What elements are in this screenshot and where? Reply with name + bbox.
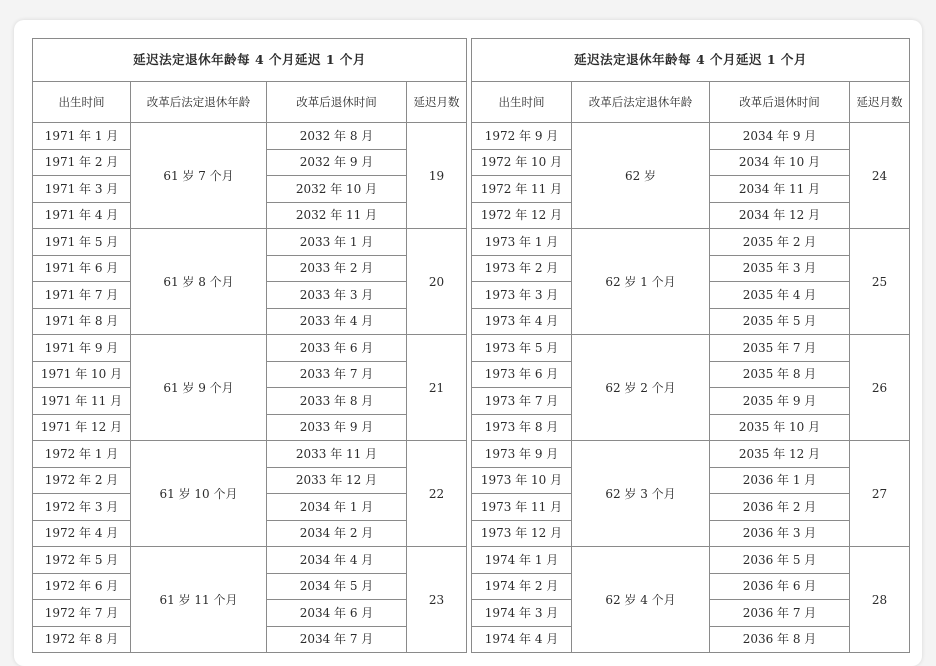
image-card <box>14 20 922 666</box>
birth-date-cell: 1972 年 12 月 <box>472 202 572 229</box>
retirement-date-cell: 2034 年 2 月 <box>267 520 407 547</box>
retirement-date-cell: 2036 年 1 月 <box>710 467 850 494</box>
retirement-age-cell: 61 岁 7 个月 <box>131 123 267 229</box>
birth-date-cell: 1972 年 7 月 <box>33 600 131 627</box>
birth-date-cell: 1971 年 6 月 <box>33 255 131 282</box>
retirement-date-cell: 2033 年 2 月 <box>267 255 407 282</box>
delay-months-cell: 26 <box>850 335 910 441</box>
retirement-age-cell: 62 岁 <box>572 123 710 229</box>
birth-date-cell: 1972 年 1 月 <box>33 441 131 468</box>
retirement-date-cell: 2036 年 2 月 <box>710 494 850 521</box>
birth-date-cell: 1973 年 8 月 <box>472 414 572 441</box>
retirement-date-cell: 2036 年 6 月 <box>710 573 850 600</box>
table-row <box>33 229 467 256</box>
retirement-date-cell: 2034 年 1 月 <box>267 494 407 521</box>
column-header: 改革后退休时间 <box>710 82 850 123</box>
retirement-date-cell: 2035 年 12 月 <box>710 441 850 468</box>
retirement-date-cell: 2033 年 8 月 <box>267 388 407 415</box>
table-row <box>472 123 910 150</box>
retirement-date-cell: 2036 年 7 月 <box>710 600 850 627</box>
column-header: 延迟月数 <box>850 82 910 123</box>
retirement-date-cell: 2035 年 4 月 <box>710 282 850 309</box>
table-row <box>472 229 910 256</box>
birth-date-cell: 1974 年 3 月 <box>472 600 572 627</box>
retirement-date-cell: 2036 年 8 月 <box>710 626 850 653</box>
delay-months-cell: 28 <box>850 547 910 653</box>
birth-date-cell: 1971 年 3 月 <box>33 176 131 203</box>
birth-date-cell: 1974 年 1 月 <box>472 547 572 574</box>
birth-date-cell: 1971 年 2 月 <box>33 149 131 176</box>
birth-date-cell: 1972 年 6 月 <box>33 573 131 600</box>
table-row <box>472 547 910 574</box>
delay-months-cell: 25 <box>850 229 910 335</box>
delay-months-cell: 23 <box>407 547 467 653</box>
retirement-date-cell: 2033 年 1 月 <box>267 229 407 256</box>
table-row <box>472 335 910 362</box>
tables-container <box>32 38 910 653</box>
table-title: 延迟法定退休年龄每 4 个月延迟 1 个月 <box>33 39 467 82</box>
birth-date-cell: 1973 年 4 月 <box>472 308 572 335</box>
birth-date-cell: 1972 年 10 月 <box>472 149 572 176</box>
retirement-age-cell: 61 岁 11 个月 <box>131 547 267 653</box>
birth-date-cell: 1972 年 11 月 <box>472 176 572 203</box>
retirement-date-cell: 2034 年 4 月 <box>267 547 407 574</box>
retirement-date-cell: 2035 年 2 月 <box>710 229 850 256</box>
birth-date-cell: 1973 年 11 月 <box>472 494 572 521</box>
retirement-table-left <box>32 38 467 653</box>
birth-date-cell: 1973 年 12 月 <box>472 520 572 547</box>
table-row <box>472 441 910 468</box>
retirement-date-cell: 2033 年 12 月 <box>267 467 407 494</box>
birth-date-cell: 1973 年 3 月 <box>472 282 572 309</box>
retirement-date-cell: 2034 年 7 月 <box>267 626 407 653</box>
table-row <box>33 441 467 468</box>
retirement-date-cell: 2035 年 5 月 <box>710 308 850 335</box>
retirement-date-cell: 2035 年 10 月 <box>710 414 850 441</box>
column-header: 延迟月数 <box>407 82 467 123</box>
delay-months-cell: 21 <box>407 335 467 441</box>
birth-date-cell: 1972 年 8 月 <box>33 626 131 653</box>
retirement-date-cell: 2033 年 3 月 <box>267 282 407 309</box>
delay-months-cell: 19 <box>407 123 467 229</box>
retirement-date-cell: 2034 年 5 月 <box>267 573 407 600</box>
delay-months-cell: 20 <box>407 229 467 335</box>
delay-months-cell: 22 <box>407 441 467 547</box>
column-header: 出生时间 <box>33 82 131 123</box>
retirement-date-cell: 2035 年 3 月 <box>710 255 850 282</box>
retirement-date-cell: 2033 年 6 月 <box>267 335 407 362</box>
retirement-date-cell: 2034 年 12 月 <box>710 202 850 229</box>
delay-months-cell: 27 <box>850 441 910 547</box>
birth-date-cell: 1971 年 5 月 <box>33 229 131 256</box>
birth-date-cell: 1973 年 5 月 <box>472 335 572 362</box>
birth-date-cell: 1971 年 1 月 <box>33 123 131 150</box>
retirement-date-cell: 2034 年 11 月 <box>710 176 850 203</box>
birth-date-cell: 1973 年 6 月 <box>472 361 572 388</box>
table-title: 延迟法定退休年龄每 4 个月延迟 1 个月 <box>472 39 910 82</box>
retirement-age-cell: 62 岁 1 个月 <box>572 229 710 335</box>
birth-date-cell: 1971 年 7 月 <box>33 282 131 309</box>
birth-date-cell: 1971 年 9 月 <box>33 335 131 362</box>
retirement-age-cell: 61 岁 8 个月 <box>131 229 267 335</box>
table-row <box>33 547 467 574</box>
birth-date-cell: 1972 年 5 月 <box>33 547 131 574</box>
column-header: 出生时间 <box>472 82 572 123</box>
retirement-date-cell: 2034 年 9 月 <box>710 123 850 150</box>
birth-date-cell: 1972 年 4 月 <box>33 520 131 547</box>
birth-date-cell: 1973 年 7 月 <box>472 388 572 415</box>
retirement-date-cell: 2033 年 7 月 <box>267 361 407 388</box>
birth-date-cell: 1971 年 4 月 <box>33 202 131 229</box>
birth-date-cell: 1974 年 4 月 <box>472 626 572 653</box>
column-header: 改革后法定退休年龄 <box>131 82 267 123</box>
retirement-date-cell: 2033 年 9 月 <box>267 414 407 441</box>
birth-date-cell: 1973 年 2 月 <box>472 255 572 282</box>
retirement-date-cell: 2035 年 8 月 <box>710 361 850 388</box>
birth-date-cell: 1971 年 11 月 <box>33 388 131 415</box>
retirement-date-cell: 2036 年 3 月 <box>710 520 850 547</box>
column-header: 改革后退休时间 <box>267 82 407 123</box>
retirement-date-cell: 2035 年 7 月 <box>710 335 850 362</box>
retirement-date-cell: 2034 年 6 月 <box>267 600 407 627</box>
birth-date-cell: 1971 年 10 月 <box>33 361 131 388</box>
delay-months-cell: 24 <box>850 123 910 229</box>
birth-date-cell: 1972 年 3 月 <box>33 494 131 521</box>
retirement-date-cell: 2034 年 10 月 <box>710 149 850 176</box>
retirement-age-cell: 62 岁 2 个月 <box>572 335 710 441</box>
retirement-date-cell: 2032 年 10 月 <box>267 176 407 203</box>
table-row <box>33 123 467 150</box>
column-header: 改革后法定退休年龄 <box>572 82 710 123</box>
retirement-table-right <box>471 38 910 653</box>
retirement-date-cell: 2032 年 9 月 <box>267 149 407 176</box>
retirement-date-cell: 2033 年 11 月 <box>267 441 407 468</box>
birth-date-cell: 1973 年 1 月 <box>472 229 572 256</box>
retirement-date-cell: 2033 年 4 月 <box>267 308 407 335</box>
retirement-age-cell: 62 岁 4 个月 <box>572 547 710 653</box>
retirement-age-cell: 62 岁 3 个月 <box>572 441 710 547</box>
retirement-age-cell: 61 岁 9 个月 <box>131 335 267 441</box>
retirement-date-cell: 2035 年 9 月 <box>710 388 850 415</box>
retirement-age-cell: 61 岁 10 个月 <box>131 441 267 547</box>
birth-date-cell: 1971 年 12 月 <box>33 414 131 441</box>
table-row <box>33 335 467 362</box>
retirement-date-cell: 2032 年 11 月 <box>267 202 407 229</box>
birth-date-cell: 1971 年 8 月 <box>33 308 131 335</box>
retirement-date-cell: 2032 年 8 月 <box>267 123 407 150</box>
birth-date-cell: 1973 年 9 月 <box>472 441 572 468</box>
birth-date-cell: 1974 年 2 月 <box>472 573 572 600</box>
birth-date-cell: 1972 年 2 月 <box>33 467 131 494</box>
retirement-date-cell: 2036 年 5 月 <box>710 547 850 574</box>
birth-date-cell: 1972 年 9 月 <box>472 123 572 150</box>
birth-date-cell: 1973 年 10 月 <box>472 467 572 494</box>
